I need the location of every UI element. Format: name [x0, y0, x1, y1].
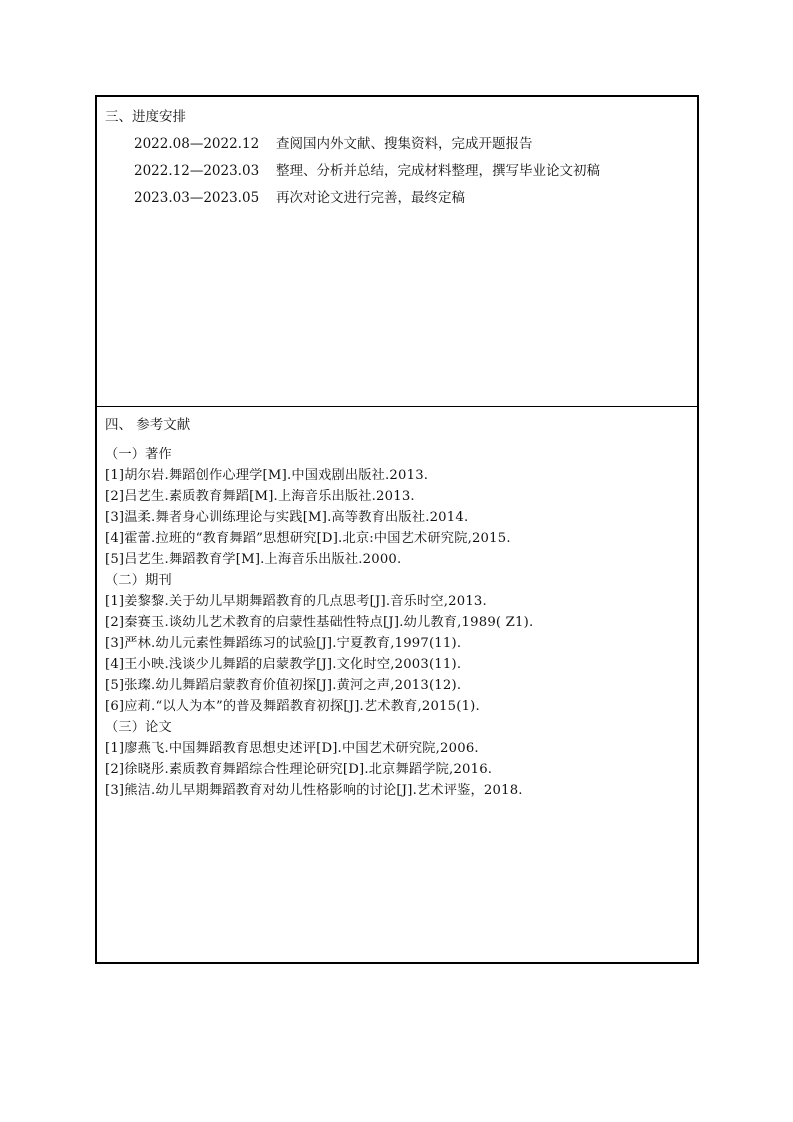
- reference-item: [4]王小映.浅谈少儿舞蹈的启蒙教学[J].文化时空,2003(11).: [105, 657, 462, 672]
- reference-item: [3]熊洁.幼儿早期舞蹈教育对幼儿性格影响的讨论[J].艺术评鉴，2018.: [105, 783, 523, 798]
- journals-subheading: （二）期刊: [105, 573, 172, 588]
- references-heading: 四、 参考文献: [105, 417, 191, 433]
- form-table: [95, 95, 699, 964]
- schedule-row: [134, 162, 600, 180]
- schedule-period: 2022.08—2022.12: [134, 136, 260, 152]
- schedule-section: [97, 97, 697, 406]
- schedule-task: 整理、分析并总结，完成材料整理，撰写毕业论文初稿: [276, 163, 600, 179]
- reference-item: [3]严林.幼儿元素性舞蹈练习的试验[J].宁夏教育,1997(11).: [105, 636, 462, 651]
- reference-item: [5]吕艺生.舞蹈教育学[M].上海音乐出版社.2000.: [105, 552, 402, 567]
- references-section: [97, 407, 697, 964]
- reference-item: [1]姜黎黎.关于幼儿早期舞蹈教育的几点思考[J].音乐时空,2013.: [105, 594, 487, 609]
- reference-item: [3]温柔.舞者身心训练理论与实践[M].高等教育出版社.2014.: [105, 510, 469, 525]
- reference-item: [2]吕艺生.素质教育舞蹈[M].上海音乐出版社.2013.: [105, 489, 415, 504]
- reference-item: [5]张璨.幼儿舞蹈启蒙教育价值初探[J].黄河之声,2013(12).: [105, 678, 462, 693]
- schedule-row: [134, 135, 533, 153]
- reference-item: [2]秦赛玉.谈幼儿艺术教育的启蒙性基础性特点[J].幼儿教育,1989( Z1).: [105, 615, 534, 630]
- reference-item: [1]廖燕飞.中国舞蹈教育思想史述评[D].中国艺术研究院,2006.: [105, 741, 479, 756]
- reference-item: [1]胡尔岩.舞蹈创作心理学[M].中国戏剧出版社.2013.: [105, 468, 429, 483]
- reference-item: [2]徐晓彤.素质教育舞蹈综合性理论研究[D].北京舞蹈学院,2016.: [105, 762, 493, 777]
- schedule-period: 2022.12—2023.03: [134, 163, 260, 179]
- reference-item: [6]应莉.“以人为本”的普及舞蹈教育初探[J].艺术教育,2015(1).: [105, 699, 480, 714]
- schedule-task: 查阅国内外文献、搜集资料，完成开题报告: [276, 136, 533, 152]
- schedule-period: 2023.03—2023.05: [134, 190, 260, 206]
- schedule-heading: 三、进度安排: [105, 109, 186, 125]
- books-subheading: （一）著作: [105, 447, 172, 462]
- schedule-task: 再次对论文进行完善，最终定稿: [276, 190, 465, 206]
- reference-item: [4]霍蕾.拉班的“教育舞蹈”思想研究[D].北京:中国艺术研究院,2015.: [105, 531, 511, 546]
- schedule-row: [134, 189, 465, 207]
- theses-subheading: （三）论文: [105, 720, 172, 735]
